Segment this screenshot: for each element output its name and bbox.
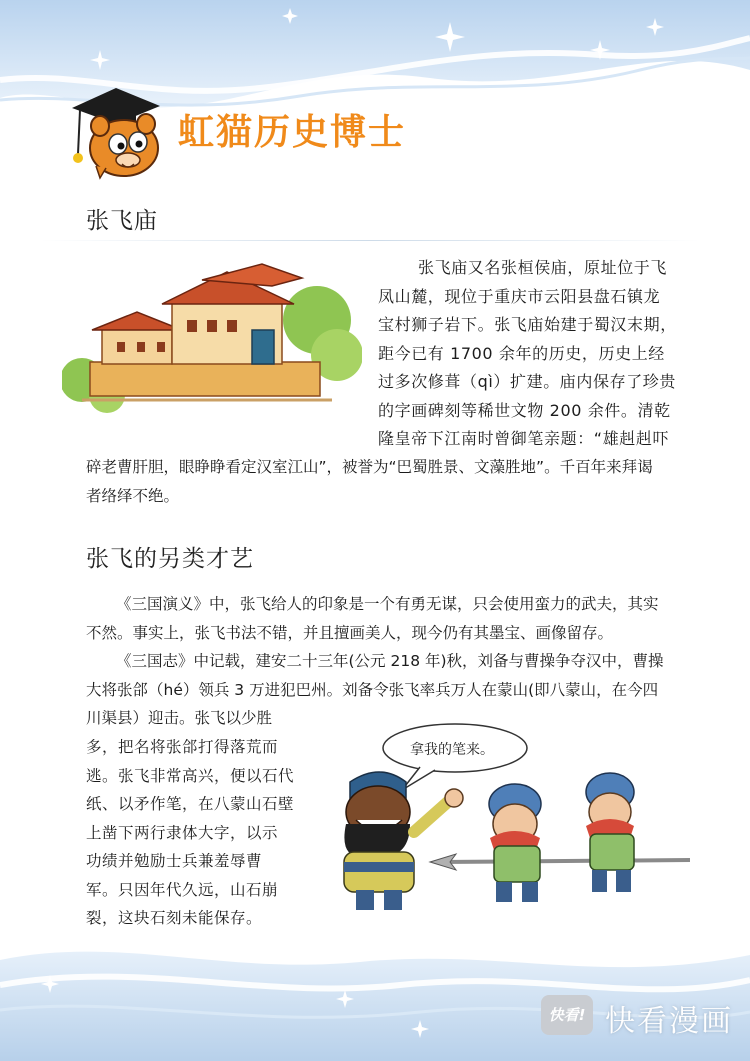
text-line: 大将张郃（hé）领兵 3 万进犯巴州。刘备令张飞率兵万人在蒙山(即八蒙山，在今四 — [86, 680, 659, 699]
text-line: 隆皇帝下江南时曾御笔亲题：“雄赳赳吓 — [378, 429, 670, 448]
text-line: 逃。张飞非常高兴，便以石代 — [86, 766, 295, 785]
cartoon-zhangfei-soldiers — [310, 712, 730, 922]
text-line: 凤山麓，现位于重庆市云阳县盘石镇龙 — [378, 286, 661, 306]
text-line: 裂，这块石刻未能保存。 — [86, 909, 263, 927]
text-line: 的字画碑刻等稀世文物 200 余件。清乾 — [378, 400, 671, 420]
temple-paragraph-column — [378, 254, 708, 454]
watermark-text: 快看漫画 — [605, 1004, 733, 1039]
section-heading-zhangfei-temple: 张飞庙 — [86, 208, 158, 234]
text-line: 距今已有 1700 余年的历史，历史上经 — [378, 343, 665, 363]
text-line: 过多次修葺（qì）扩建。庙内保存了珍贵 — [378, 372, 677, 391]
text-line: 《三国志》中记载，建安二十三年(公元 218 年)秋，刘备与曹操争夺汉中，曹操 — [116, 652, 664, 670]
text-line: 宝村狮子岩下。张飞庙始建于蜀汉末期， — [378, 315, 677, 334]
text-line: 不然。事实上，张飞书法不错，并且擅画美人，现今仍有其墨宝、画像留存。 — [86, 623, 614, 642]
watermark-badge: 快看! — [541, 995, 593, 1035]
text-line: 多，把名将张郃打得落荒而 — [86, 738, 279, 756]
mascot-cat-illustration — [66, 74, 176, 184]
text-line: 张飞庙又名张桓侯庙，原址位于飞 — [418, 258, 668, 277]
temple-illustration — [62, 250, 362, 415]
text-line: 功绩并勉励士兵兼羞辱曹 — [86, 852, 263, 870]
text-line: 碎老曹肝胆，眼睁睁看定汉室江山”，被誉为“巴蜀胜景、文藻胜地”。千百年来拜谒 — [86, 458, 653, 476]
page-title: 虹猫历史博士 — [178, 112, 407, 153]
text-line: 纸、以矛作笔，在八蒙山石壁 — [86, 795, 295, 813]
text-line: 上凿下两行隶体大字，以示 — [86, 823, 279, 842]
text-line: 者络绎不绝。 — [86, 486, 180, 505]
text-line: 军。只因年代久远，山石崩 — [86, 880, 279, 899]
talent-paragraph-column — [86, 733, 326, 933]
text-line: 《三国演义》中，张飞给人的印象是一个有勇无谋，只会使用蛮力的武夫，其实 — [116, 595, 659, 613]
section-divider — [40, 240, 700, 241]
section-heading-talent: 张飞的另类才艺 — [86, 546, 254, 572]
speech-bubble-text: 拿我的笔来。 — [410, 742, 494, 758]
temple-paragraph-full — [86, 453, 706, 510]
text-line: 川渠县）迎击。张飞以少胜 — [86, 709, 273, 727]
